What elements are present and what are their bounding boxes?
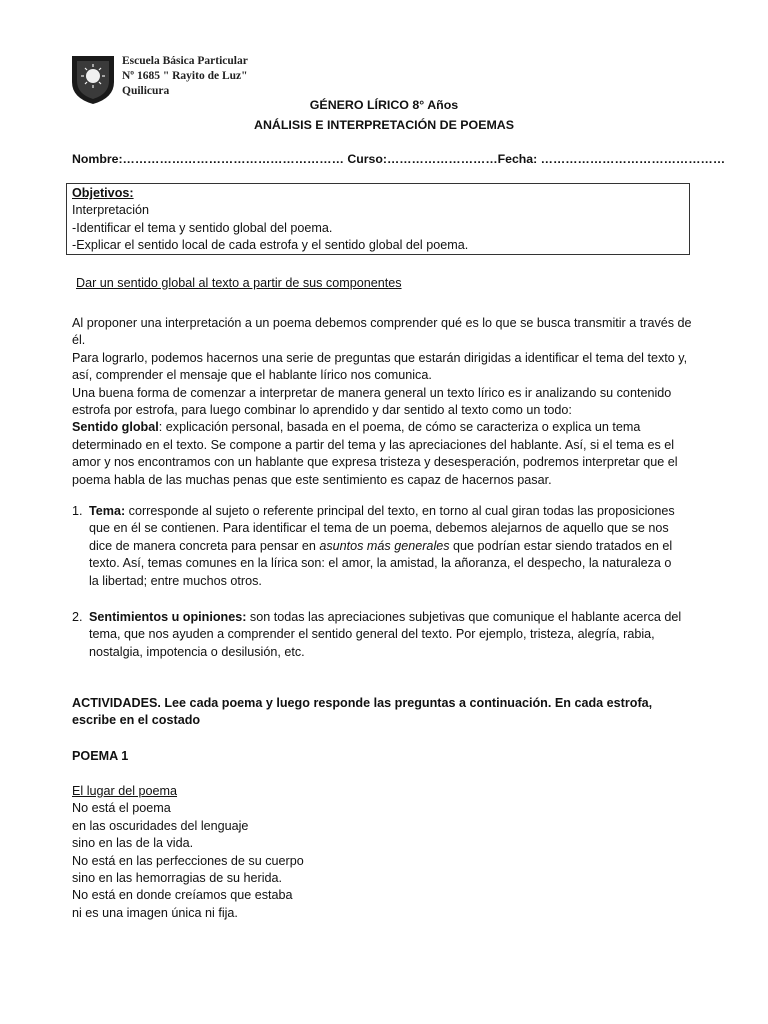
poem-title: El lugar del poema <box>72 784 178 798</box>
list-item-text: que podrían estar siendo tratados en el texto. Así, temas comunes en la lírica son: el amor, la amistad, la añoranza, el despecho, la naturaleza o la libertad; entre muchos otros. <box>89 538 673 588</box>
list-item-body <box>89 503 684 590</box>
school-name-line-3: Quilicura <box>122 85 170 97</box>
section-heading: Dar un sentido global al texto a partir de sus componentes <box>76 276 402 290</box>
school-name-line-2: Nº 1685 " Rayito de Luz" <box>122 70 248 82</box>
objective-line: Interpretación <box>72 203 150 218</box>
objectives-box <box>66 183 690 255</box>
intro-paragraph: Al proponer una interpretación a un poema debemos comprender qué es lo que se busca transmitir a través de él. <box>72 316 692 348</box>
objectives-heading: Objetivos: <box>72 186 134 200</box>
student-info-fields[interactable]: Nombre:……………………………………………… Curso:………………………Fecha: ……………………………………… <box>72 152 726 166</box>
list-item-emphasis: asuntos más generales <box>319 538 450 553</box>
school-name <box>122 54 248 99</box>
school-name-line-1: Escuela Básica Particular <box>122 55 248 67</box>
poem-line: No está en las perfecciones de su cuerpo <box>72 853 304 868</box>
intro-paragraph: Para lograrlo, podemos hacernos una serie de preguntas que estarán dirigidas a identificar el tema del texto y, así, comprender el mensaje que el hablante lírico nos comunica. <box>72 350 688 383</box>
definition-sentido-global <box>72 419 692 489</box>
poem-line: en las oscuridades del lenguaje <box>72 818 249 833</box>
list-item-label: Tema: <box>89 504 126 518</box>
list-item-text: corresponde al sujeto o referente principal del texto, en torno al cual giran todas las proposiciones que en él se contienen. Para identificar el tema de un poema, debemos alejarnos de aquello que se nos dice de manera concreta para pensar en <box>89 504 675 553</box>
page-title: GÉNERO LÍRICO 8° Años <box>309 98 459 112</box>
list-item-tema <box>72 503 684 590</box>
poem-line: sino en las hemorragias de su herida. <box>72 871 283 886</box>
poem <box>72 783 472 922</box>
definition-term: Sentido global <box>72 420 159 435</box>
poem-line: ni es una imagen única ni fija. <box>72 905 238 920</box>
list-item-sentimientos <box>72 609 684 661</box>
intro-paragraph: Una buena forma de comenzar a interpretar de manera general un texto lírico es ir analizando su contenido estrofa por estrofa, para luego combinar lo aprendido y dar sentido al texto como un todo: <box>72 385 672 418</box>
definition-text: : explicación personal, basada en el poema, de cómo se caracteriza o explica un tema determinado en el texto. Se compone a partir del tema y las apreciaciones del hablante. Así, si el tema es el amor y nos encontramos con un hablante que expresa tristeza y desesperación, podremos interpretar que el poema habla de las muchas penas que este sentimiento es capaz de hacernos pasar. <box>72 420 678 487</box>
poem-number-label: POEMA 1 <box>72 749 129 763</box>
objective-line: -Explicar el sentido local de cada estrofa y el sentido global del poema. <box>72 238 469 253</box>
poem-line: No está en donde creíamos que estaba <box>72 888 293 903</box>
list-number: 2. <box>72 610 83 624</box>
poem-line: sino en las de la vida. <box>72 836 194 851</box>
list-item-body <box>89 609 684 661</box>
list-item-label: Sentimientos u opiniones: <box>89 610 247 624</box>
list-item-text: son todas las apreciaciones subjetivas que comunique el hablante acerca del tema, que nos ayuden a comprender el sentido general del texto. Por ejemplo, tristeza, alegría, rabia, nostalgia, impotencia o desilusión, etc. <box>89 610 682 659</box>
page-subtitle: ANÁLISIS E INTERPRETACIÓN DE POEMAS <box>254 118 514 132</box>
objective-line: -Identificar el tema y sentido global del poema. <box>72 220 333 235</box>
activities-instructions: ACTIVIDADES. Lee cada poema y luego responde las preguntas a continuación. En cada estrofa, escribe en el costado <box>72 696 653 728</box>
list-number: 1. <box>72 504 83 518</box>
intro-text <box>72 315 692 489</box>
poem-line: No está el poema <box>72 801 171 816</box>
